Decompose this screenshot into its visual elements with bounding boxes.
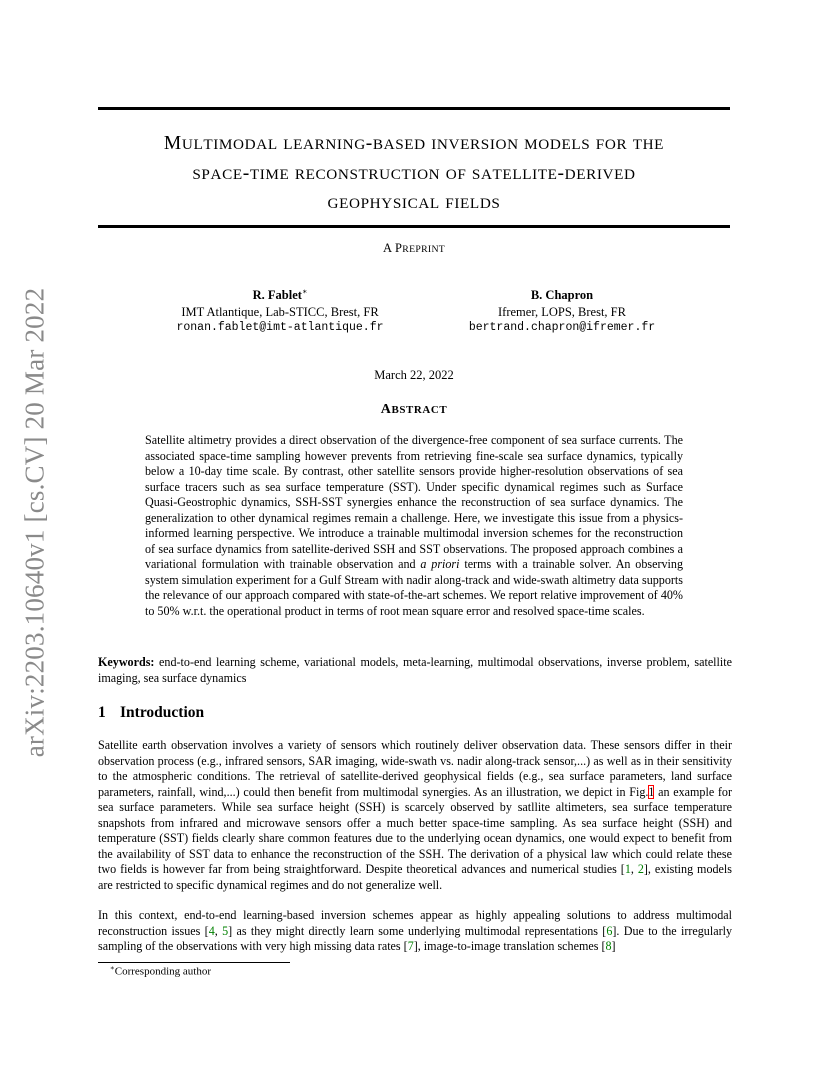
author-email[interactable]: ronan.fablet@imt-atlantique.fr: [176, 321, 384, 335]
author-affiliation: IMT Atlantique, Lab-STICC, Brest, FR: [181, 304, 379, 319]
author-footnote-mark: ∗: [301, 287, 308, 296]
author-name: [150, 284, 410, 304]
citation-link[interactable]: 7: [407, 939, 414, 953]
arxiv-stamp: [20, 282, 50, 762]
keywords-text: end-to-end learning scheme, variational models, meta-learning, multimodal observations, inverse problem, satellite imaging, sea surface dynamics: [98, 655, 732, 685]
footnote: [110, 964, 211, 978]
title-line-3-text: GEOPHYSICAL FIELDS: [327, 195, 501, 212]
title-line-2: [98, 160, 730, 190]
author-name-text: B. Chapron: [530, 288, 594, 303]
arxiv-identifier: arXiv:2203.10640v1 [cs.CV] 20 Mar 2022: [19, 287, 50, 757]
intro-paragraph-1: [98, 738, 732, 893]
section-number: 1: [98, 704, 106, 721]
title-line-1-text: MULTIMODAL LEARNING-BASED INVERSION MODELS FOR THE: [163, 133, 665, 154]
footnote-text: Corresponding author: [114, 965, 211, 978]
title-rule-top: [98, 107, 730, 110]
paragraph-text: Satellite earth observation involves a variety of sensors which routinely deliver observation data. These sensors differ in their observation process (e.g., infrared sensors, SAR imaging, wide-swath vs. nadir along-track sensor,...) as well as in their sensitivity to the atmospheric conditions. The retrieval of satellite-derived geophysical fields (e.g., sea surface parameters, land surface parameters, rainfall, wind,...) could then benefit from multimodal synergies. As an illustration, we depict in Fig.: [98, 738, 732, 799]
paragraph-text: an example for sea surface parameters. While sea surface height (SSH) is scarcely observed by satllite altimeters, sea surface temperature snapshots from infrared and microwave sensors offer a much better space-time sampling. As sea surface height (SSH) and temperature (SST) fields clearly share common features due to the underlying ocean dynamics, one would expect to benefit from the availability of SST data to enhance the reconstruction of the SSH. The derivation of a physical law which could relate these two fields is however far from being straightforward. Despite theoretical advances and numerical studies [: [98, 784, 732, 876]
footnote-mark: ∗: [110, 964, 115, 972]
citation-link[interactable]: 1: [624, 862, 631, 876]
title-line-1: [98, 130, 730, 160]
citation-link[interactable]: 8: [605, 939, 612, 953]
author-block-2: [432, 284, 692, 337]
paragraph-text: ], existing models are restricted to specific dynamical regimes and do not generalize well.: [98, 862, 732, 892]
paper-title: [98, 130, 730, 219]
citation-separator: ,: [214, 923, 223, 938]
paragraph-text: ] as they might directly learn some underlying multimodal representations [: [228, 923, 607, 938]
paragraph-text: In this context, end-to-end learning-based inversion schemes appear as highly appealing solutions to address multimodal reconstruction issues [: [98, 908, 732, 938]
preprint-label: [98, 241, 730, 256]
abstract-text-2: terms with a trainable solver. An observing system simulation experiment for a Gulf Stream with nadir along-track and wide-swath altimetry data supports the relevance of our approach compared with state-of-the-art schemes. We report relative improvement of 40% to 50% w.r.t. the operational product in terms of root mean square error and resolved space-time scales.: [145, 557, 683, 618]
citation-link[interactable]: 5: [222, 923, 229, 938]
author-name: [432, 284, 692, 304]
citation-link[interactable]: 2: [637, 862, 644, 876]
abstract-body: [145, 433, 683, 619]
citation-link[interactable]: 6: [606, 923, 613, 938]
author-affiliation: Ifremer, LOPS, Brest, FR: [498, 304, 626, 319]
author-name-text: R. Fablet: [252, 288, 302, 303]
title-line-3: [98, 189, 730, 219]
paragraph-text: ]: [611, 939, 616, 953]
abstract-text-1: Satellite altimetry provides a direct observation of the divergence-free component of sea surface currents. The associated space-time sampling however prevents from retrieving fine-scale sea surface dynamics, typically below a 10-day time scale. By contrast, other satellite sensors provide higher-resolution observations of sea surface tracers such as sea surface temperature (SST). Under specific dynamical regimes such as Surface Quasi-Geostrophic dynamics, SSH-SST synergies enhance the reconstruction of sea surface dynamics. The generalization to other dynamical regimes remain a challenge. Here, we investigate this issue from a physics-informed learning perspective. We introduce a trainable multimodal inversion schemes for the reconstruction of sea surface dynamics from satellite-derived SSH and SST observations. The proposed approach combines a variational formulation with trainable observation and: [145, 433, 683, 571]
abstract-heading-text: ABSTRACT: [380, 402, 448, 417]
citation-link[interactable]: 4: [208, 923, 215, 938]
footnote-rule: [98, 962, 290, 963]
title-rule-bottom: [98, 225, 730, 228]
author-block-1: [150, 284, 410, 337]
title-line-2-text: SPACE-TIME RECONSTRUCTION OF SATELLITE-DERIVED: [192, 162, 636, 184]
author-email[interactable]: bertrand.chapron@ifremer.fr: [468, 321, 656, 335]
figure-reference-link[interactable]: 1: [648, 784, 655, 799]
paragraph-text: ], image-to-image translation schemes [: [413, 939, 606, 953]
section-heading: [98, 704, 204, 722]
citation-separator: ,: [630, 862, 638, 876]
paragraph-text: ]. Due to the irregularly sampling of the observations with very high missing data rates [: [98, 923, 733, 953]
keywords: [98, 655, 732, 686]
publication-date: March 22, 2022: [374, 368, 454, 382]
section-title: Introduction: [120, 704, 205, 721]
intro-paragraph-2: [98, 908, 732, 955]
abstract-italic-term: a priori: [420, 557, 460, 571]
abstract-heading: [98, 402, 730, 418]
preprint-label-text: A PREPRINT: [382, 241, 446, 255]
keywords-label: Keywords:: [98, 655, 155, 669]
